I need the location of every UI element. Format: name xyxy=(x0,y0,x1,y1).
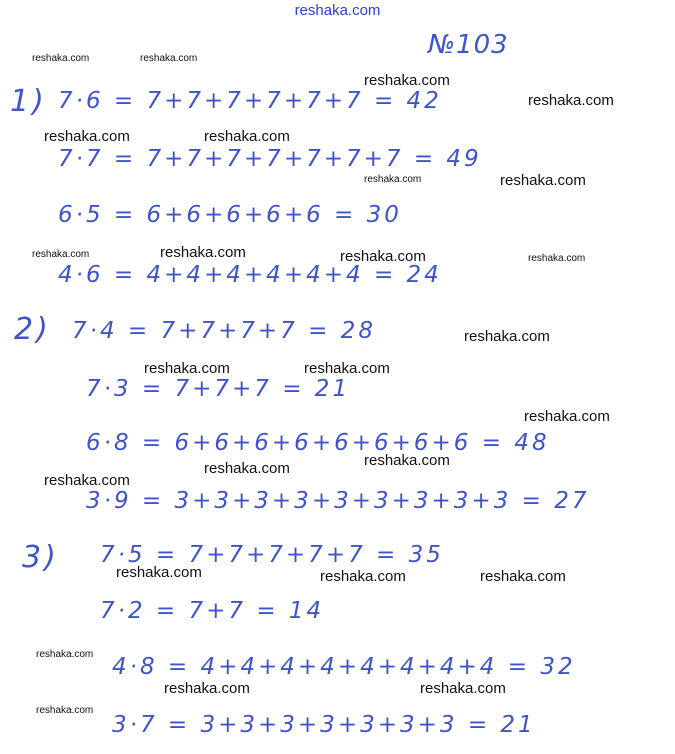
equation-3-2: 7·2 = 7+7 = 14 xyxy=(100,598,325,624)
watermark: reshaka.com xyxy=(32,249,90,260)
watermark: reshaka.com xyxy=(164,680,250,697)
watermark: reshaka.com xyxy=(500,172,586,189)
equation-2-3: 6·8 = 6+6+6+6+6+6+6+6 = 48 xyxy=(86,430,550,456)
watermark: reshaka.com xyxy=(116,564,202,581)
equation-1-1: 7·6 = 7+7+7+7+7+7 = 42 xyxy=(58,88,442,114)
watermark: reshaka.com xyxy=(160,244,246,261)
watermark: reshaka.com xyxy=(464,328,550,345)
site-header-link[interactable]: reshaka.com xyxy=(294,2,381,19)
watermark: reshaka.com xyxy=(340,248,426,265)
watermark: reshaka.com xyxy=(364,174,422,185)
watermark: reshaka.com xyxy=(304,360,390,377)
equation-1-4: 4·6 = 4+4+4+4+4+4 = 24 xyxy=(58,262,442,288)
equation-3-1: 7·5 = 7+7+7+7+7 = 35 xyxy=(100,542,444,568)
watermark: reshaka.com xyxy=(32,53,90,64)
watermark: reshaka.com xyxy=(44,472,130,489)
watermark: reshaka.com xyxy=(144,360,230,377)
equation-2-2: 7·3 = 7+7+7 = 21 xyxy=(86,376,351,402)
section-label-3: 3) xyxy=(22,540,59,575)
equation-3-3: 4·8 = 4+4+4+4+4+4+4+4 = 32 xyxy=(112,654,576,680)
equation-1-2: 7·7 = 7+7+7+7+7+7+7 = 49 xyxy=(58,146,482,172)
problem-number: №103 xyxy=(428,30,509,60)
section-label-1: 1) xyxy=(10,84,47,119)
watermark: reshaka.com xyxy=(364,72,450,89)
equation-2-1: 7·4 = 7+7+7+7 = 28 xyxy=(72,318,376,344)
watermark: reshaka.com xyxy=(140,53,198,64)
watermark: reshaka.com xyxy=(36,705,94,716)
equation-2-4: 3·9 = 3+3+3+3+3+3+3+3+3 = 27 xyxy=(86,488,590,514)
watermark: reshaka.com xyxy=(528,92,614,109)
watermark: reshaka.com xyxy=(44,128,130,145)
section-label-2: 2) xyxy=(14,312,51,347)
watermark: reshaka.com xyxy=(320,568,406,585)
watermark: reshaka.com xyxy=(420,680,506,697)
watermark: reshaka.com xyxy=(204,128,290,145)
equation-1-3: 6·5 = 6+6+6+6+6 = 30 xyxy=(58,202,402,228)
watermark: reshaka.com xyxy=(524,408,610,425)
equation-3-4: 3·7 = 3+3+3+3+3+3+3 = 21 xyxy=(112,712,536,738)
watermark: reshaka.com xyxy=(204,460,290,477)
watermark: reshaka.com xyxy=(528,253,586,264)
watermark: reshaka.com xyxy=(480,568,566,585)
watermark: reshaka.com xyxy=(364,452,450,469)
watermark: reshaka.com xyxy=(36,649,94,660)
